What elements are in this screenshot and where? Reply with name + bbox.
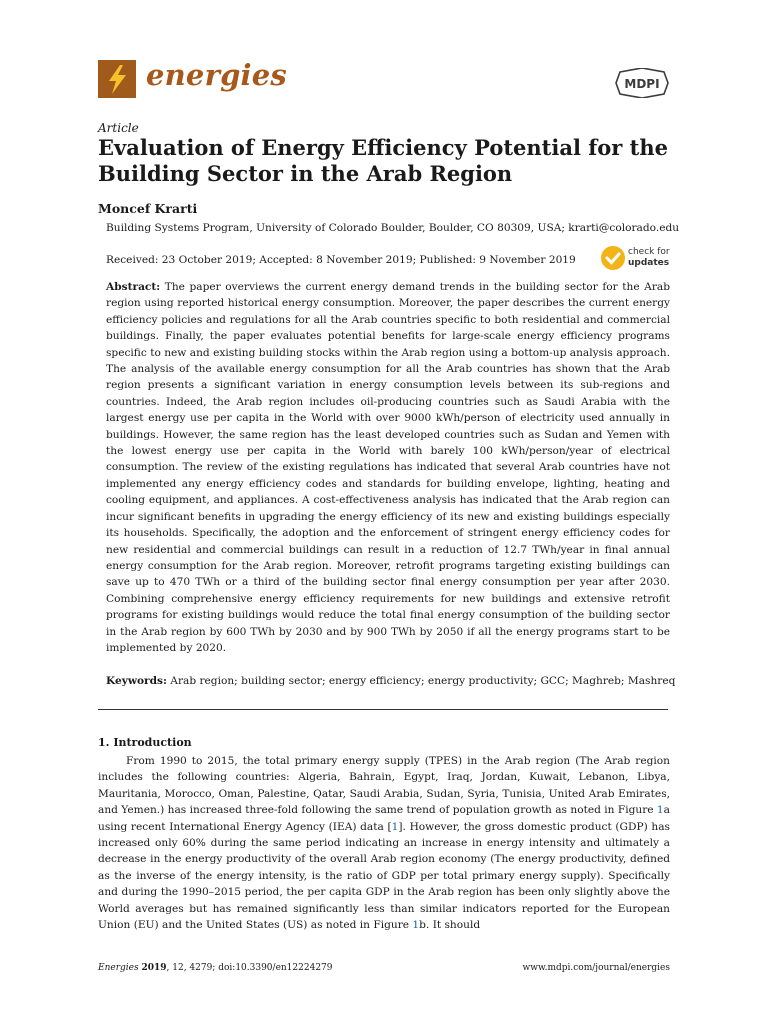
journal-name[interactable]: energies: [146, 58, 287, 92]
footer-journal: Energies: [98, 963, 139, 973]
article-type: Article: [98, 121, 139, 135]
abstract: [106, 279, 670, 656]
introduction-paragraph: [98, 753, 670, 933]
figure-link[interactable]: 1: [412, 919, 420, 932]
keywords-text: Arab region; building sector; energy efficiency; energy productivity; GCC; Maghreb; Mashreq: [170, 675, 676, 687]
citation-link[interactable]: 1: [391, 820, 399, 833]
intro-text: From 1990 to 2015, the total primary energy supply (TPES) in the Arab region (The Arab region includes the following countries: Algeria, Bahrain, Egypt, Iraq, Jordan, Kuwait, Lebanon, Libya, Mauritania, Morocco, Oman, Palestine, Qatar, Saudi Arabia, Sudan, Syria, Tunisia, United Arab Emirates, and Yemen.) has increased three-fold following the same trend of population growth as noted in Figure: [98, 755, 670, 817]
check-for-updates-badge[interactable]: [601, 246, 671, 272]
publisher-logo-text: MDPI: [624, 77, 660, 91]
footer-volume-doi[interactable]: , 12, 4279; doi:10.3390/en12224279: [166, 963, 333, 973]
check-for-updates-icon: [601, 246, 625, 270]
article-title: Evaluation of Energy Efficiency Potential for the Building Sector in the Arab Region: [98, 135, 668, 186]
footer-year: 2019: [141, 963, 167, 973]
keywords: [106, 673, 676, 689]
publication-dates: Received: 23 October 2019; Accepted: 8 November 2019; Published: 9 November 2019: [106, 254, 576, 266]
intro-text: b. It should: [419, 919, 481, 932]
author-name[interactable]: Moncef Krarti: [98, 201, 198, 216]
check-for-updates-label: check for: [628, 247, 670, 257]
check-for-updates-label-bold: updates: [628, 258, 670, 268]
footer-citation: [98, 963, 333, 973]
section-heading-introduction: 1. Introduction: [98, 736, 192, 749]
lightning-bolt-icon: [98, 60, 136, 98]
keywords-label: Keywords:: [106, 675, 167, 687]
intro-text: a using recent International Energy Agency (IEA) data [: [98, 804, 670, 833]
intro-text: ]. However, the gross domestic product (GDP) has increased only 60% during the same period indicating an increase in energy intensity and ultimately a decrease in the energy productivity of the overall Arab region economy (The energy productivity, defined as the inverse of the energy intensity, is the ratio of GDP per total primary energy supply). Specifically and during the 1990–2015 period, the per capita GDP in the Arab region has been only slightly above the World averages but has remained significantly less than similar indicators reported for the European Union (EU) and the United States (US) as noted in Figure: [98, 820, 670, 932]
footer-journal-url[interactable]: www.mdpi.com/journal/energies: [522, 963, 670, 973]
abstract-text: The paper overviews the current energy demand trends in the building sector for the Arab region using reported historical energy consumption. Moreover, the paper describes the current energy efficiency policies and regulations for all the Arab countries specific to both residential and commercial buildings. Finally, the paper evaluates potential benefits for large-scale energy efficiency programs specific to new and existing building stocks within the Arab region using a bottom-up analysis approach. The analysis of the available energy consumption for all the Arab countries has shown that the Arab region presents a significant variation in energy consumption levels between its sub-regions and countries. Indeed, the Arab region includes oil-producing countries such as Saudi Arabia with the largest energy use per capita in the World with over 9000 kWh/person of electricity used annually in buildings. However, the same region has the least developed countries such as Sudan and Yemen with the lowest energy use per capita in the World with barely 100 kWh/person/year of electrical consumption. The review of the existing regulations has indicated that several Arab countries have not implemented any energy efficiency codes and standards for building envelope, lighting, heating and cooling equipment, and appliances. A cost-effectiveness analysis has indicated that the Arab region can incur significant benefits in upgrading the energy efficiency of its new and existing buildings especially its households. Specifically, the adoption and the enforcement of stringent energy efficiency codes for new residential and commercial buildings can result in a reduction of 12.7 TWh/year in final annual energy consumption for the Arab region. Moreover, retrofit programs targeting existing buildings can save up to 470 TWh or a third of the building sector final energy consumption per year after 2030. Combining comprehensive energy efficiency requirements for new buildings and extensive retrofit programs for existing buildings would reduce the total final energy consumption of the building sector in the Arab region by 600 TWh by 2030 and by 900 TWh by 2050 if all the energy programs start to be implemented by 2020.: [106, 281, 670, 654]
section-divider: [98, 709, 668, 710]
figure-link[interactable]: 1: [656, 804, 664, 817]
author-affiliation: Building Systems Program, University of Colorado Boulder, Boulder, CO 80309, USA; krarti@colorado.edu: [106, 222, 680, 234]
abstract-label: Abstract:: [106, 281, 161, 293]
publisher-logo[interactable]: [614, 68, 670, 98]
